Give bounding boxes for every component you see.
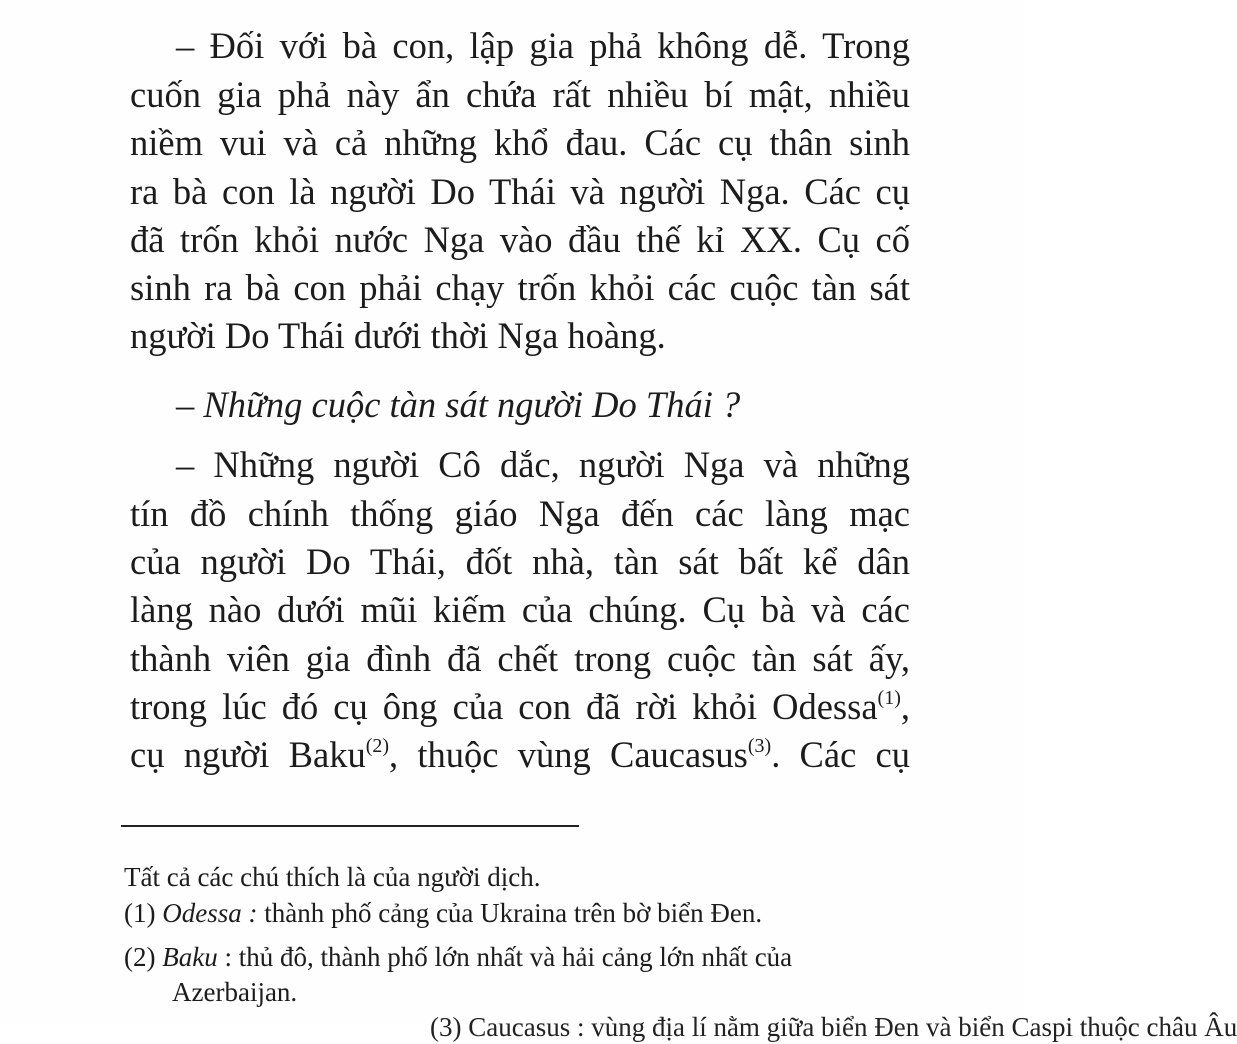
- footnote-ref-2[interactable]: (2): [365, 735, 390, 757]
- text-line: sinh ra bà con phải chạy trốn khỏi các cuộc tàn sát: [130, 267, 910, 308]
- text-line: ra bà con là người Do Thái và người Nga. Các cụ: [130, 171, 910, 212]
- text: trong lúc đó cụ ông của con đã rời khỏi Odessa: [130, 686, 878, 727]
- text-line: của người Do Thái, đốt nhà, tàn sát bất kể dân: [130, 541, 910, 582]
- cut-off-footnote: [430, 1010, 1237, 1042]
- cut-off-text: (3) Caucasus : vùng địa lí nằm giữa biển Đen và biển Caspi thuộc châu Âu: [430, 1012, 1237, 1042]
- footnote-ref-3[interactable]: (3): [747, 735, 772, 757]
- text: . Các cụ: [771, 734, 910, 775]
- text-line: tín đồ chính thống giáo Nga đến các làng mạc: [130, 493, 910, 534]
- text: ,: [900, 686, 910, 727]
- footnote-number: (1): [124, 898, 156, 928]
- text-line: – Đối với bà con, lập gia phả không dễ. Trong: [176, 25, 910, 66]
- text-line: làng nào dưới mũi kiếm của chúng. Cụ bà và các: [130, 589, 910, 630]
- footnote-intro: Tất cả các chú thích là của người dịch.: [124, 862, 541, 892]
- footnote-2-continued: Azerbaijan.: [172, 977, 298, 1007]
- text: cụ người Baku: [130, 734, 366, 775]
- footnote-sep: :: [217, 942, 232, 972]
- footnote-ref-1[interactable]: (1): [877, 687, 901, 709]
- footnote-text: thủ đô, thành phố lớn nhất và hải cảng lớn nhất của: [231, 942, 793, 972]
- footnote-number: (2): [124, 942, 156, 972]
- footnote-2: [124, 940, 792, 974]
- footnote-term: Odessa: [162, 898, 242, 928]
- text-line: đã trốn khỏi nước Nga vào đầu thế kỉ XX. Cụ cố: [130, 219, 910, 260]
- text-line-odessa: [130, 683, 910, 737]
- text-line: niềm vui và cả những khổ đau. Các cụ thân sinh: [130, 122, 910, 163]
- text-line: thành viên gia đình đã chết trong cuộc tàn sát ấy,: [130, 638, 910, 679]
- text-line: cuốn gia phả này ẩn chứa rất nhiều bí mật, nhiều: [130, 74, 910, 115]
- text-line-baku: [130, 731, 910, 785]
- footnote-term: Baku: [162, 942, 218, 972]
- footnote-1: [124, 896, 762, 930]
- text-line: người Do Thái dưới thời Nga hoàng.: [130, 315, 666, 356]
- footnote-sep: :: [241, 898, 258, 928]
- question-line: – Những cuộc tàn sát người Do Thái ?: [176, 384, 741, 425]
- text: , thuộc vùng Caucasus: [389, 734, 748, 775]
- footnote-divider: [121, 825, 579, 827]
- footnote-text: thành phố cảng của Ukraina trên bờ biển Đen.: [257, 898, 763, 928]
- text-line: – Những người Cô dắc, người Nga và những: [176, 444, 910, 485]
